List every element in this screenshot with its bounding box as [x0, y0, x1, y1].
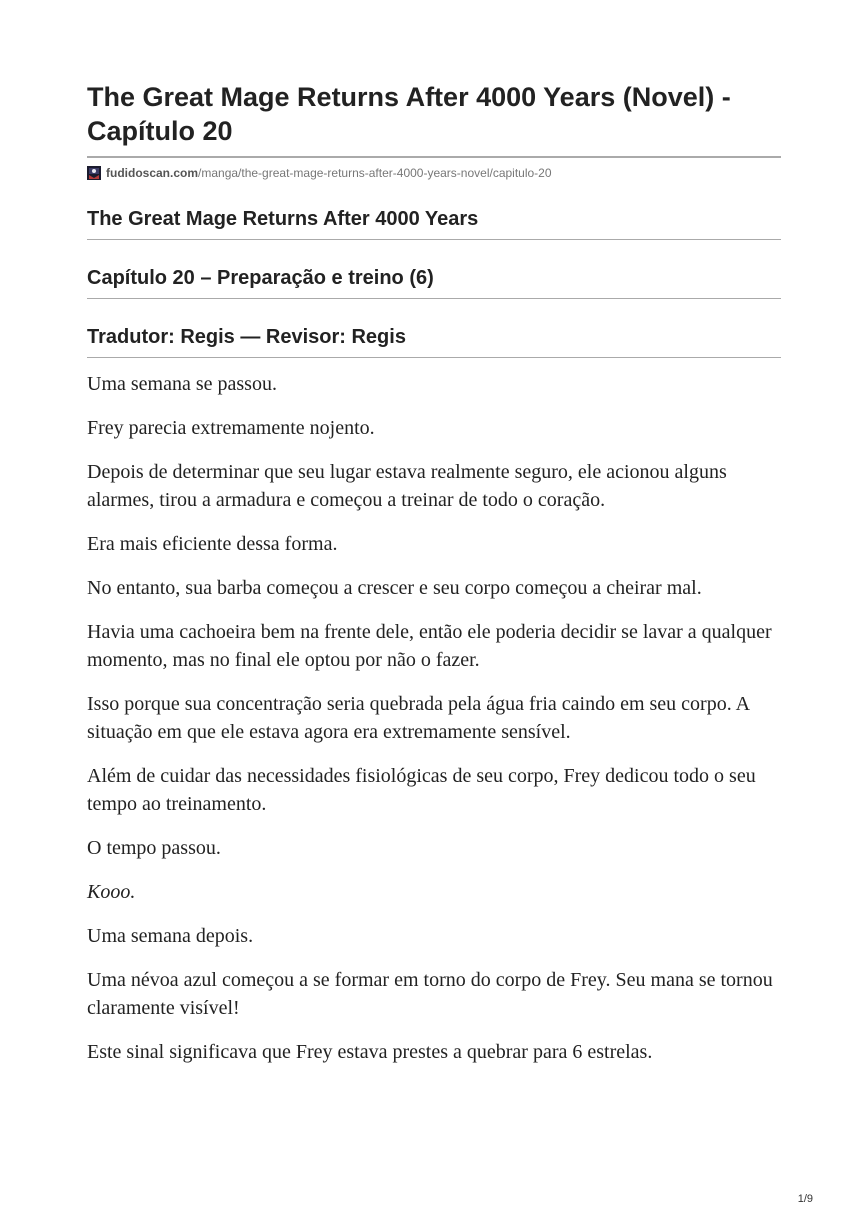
credits-heading: Tradutor: Regis — Revisor: Regis — [87, 325, 781, 358]
site-favicon-icon — [87, 166, 101, 180]
chapter-body — [87, 370, 781, 1066]
document-title: The Great Mage Returns After 4000 Years (Novel) - Capítulo 20 — [87, 80, 781, 158]
chapter-heading: Capítulo 20 – Preparação e treino (6) — [87, 266, 781, 299]
source-domain[interactable]: fudidoscan.com — [106, 166, 199, 180]
paragraph-sound-effect: Kooo. — [87, 881, 136, 903]
paragraph: Este sinal significava que Frey estava prestes a quebrar para 6 estrelas. — [87, 1041, 653, 1063]
document-page — [87, 80, 781, 1082]
paragraph: Frey parecia extremamente nojento. — [87, 417, 375, 439]
paragraph: Havia uma cachoeira bem na frente dele, então ele poderia decidir se lavar a qualquer momento, mas no final ele optou por não o fazer. — [87, 621, 772, 671]
paragraph: Era mais eficiente dessa forma. — [87, 533, 338, 555]
series-heading: The Great Mage Returns After 4000 Years — [87, 207, 781, 240]
page-number: 1/9 — [797, 1193, 813, 1205]
source-url[interactable] — [87, 165, 781, 181]
paragraph: Isso porque sua concentração seria quebrada pela água fria caindo em seu corpo. A situação em que ele estava agora era extremamente sensível. — [87, 693, 749, 743]
paragraph: Depois de determinar que seu lugar estava realmente seguro, ele acionou alguns alarmes, tirou a armadura e começou a treinar de todo o coração. — [87, 461, 727, 511]
source-path[interactable]: /manga/the-great-mage-returns-after-4000-years-novel/capitulo-20 — [198, 166, 552, 180]
paragraph: Uma névoa azul começou a se formar em torno do corpo de Frey. Seu mana se tornou claramente visível! — [87, 969, 773, 1019]
paragraph: Uma semana depois. — [87, 925, 254, 947]
paragraph: Além de cuidar das necessidades fisiológicas de seu corpo, Frey dedicou todo o seu tempo ao treinamento. — [87, 765, 756, 815]
paragraph: O tempo passou. — [87, 837, 221, 859]
paragraph: Uma semana se passou. — [87, 373, 277, 395]
paragraph: No entanto, sua barba começou a crescer e seu corpo começou a cheirar mal. — [87, 577, 702, 599]
